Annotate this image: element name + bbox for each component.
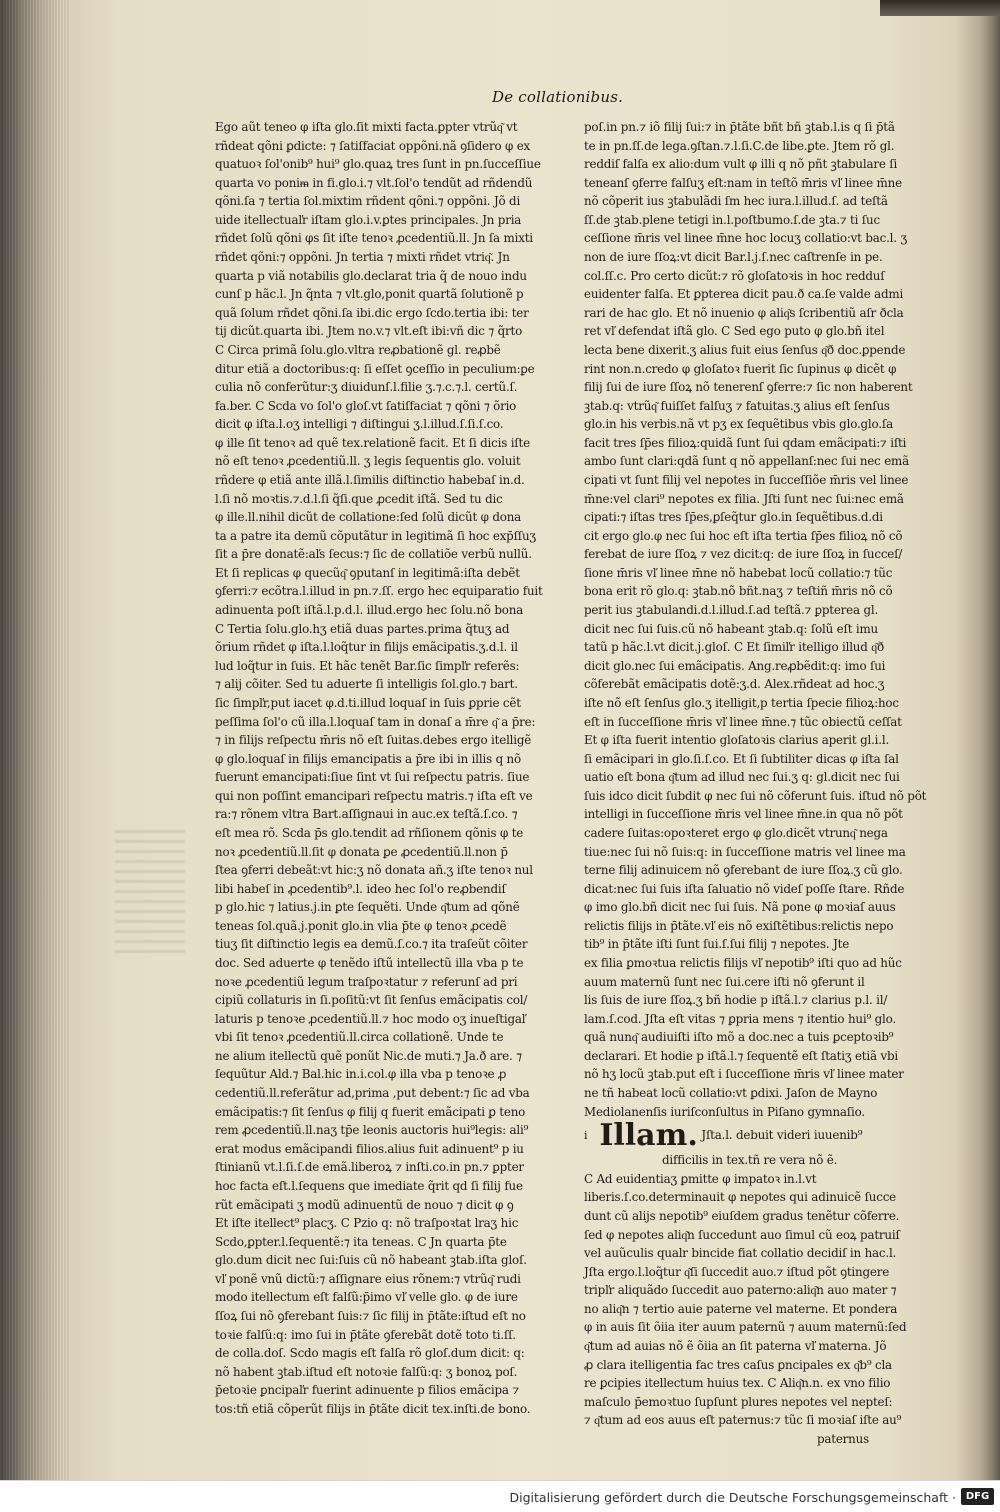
text-line: facit tres ſp̄es filioꝝ:quidã ſunt ſui qdam emãcipati:⁊ iſti: [584, 435, 907, 450]
text-line: ceſſione m̄ris vel linee m̄ne hoc locuʒ collatio:vt bac.l. ʒ: [584, 231, 907, 246]
text-line: culia nõ conferũtur:ʒ diuidunſ.l.filie ʒ.⁊.c.⁊.l. certũ.ſ.: [215, 380, 518, 395]
text-line: auum maternũ ſunt nec ſui.cere iſti nõ ꝯferunt il: [584, 974, 865, 989]
text-line: quatuoꝛ ſol'onib⁹ hui⁹ glo.quaꝝ tres ſunt in pn.ſucceſſiue: [215, 157, 541, 172]
text-line: φ ille.ll.nihil dicũt de collatione:ſed ſolũ dicũt φ dona: [215, 510, 522, 525]
initial-capital: Illam.: [599, 1118, 698, 1154]
text-line: ex filia ꝑmoꝛtua relictis filijs vľ nepotib⁹ iſti quo ad hũc: [584, 956, 902, 971]
text-line: ſit a p̄re donatẽ:aľs ſecus:⁊ ſic de collatiõe verbũ nullũ.: [215, 547, 532, 562]
text-line: relictis filijs in p̄tãte.vľ eis nõ exiſtẽtibus:relictis nepo: [584, 918, 894, 933]
text-line: teneanſ ꝯferre falſuʒ eſt:nam in teſtõ m̄ris vľ linee m̄ne: [584, 175, 902, 190]
text-line: vľ ponẽ vnũ dictũ:⁊ aſſignare eius rõnem:⁊ vtrũq͂ rudi: [215, 1271, 521, 1286]
text-line: Et φ iſta fuerit intentio gloſatoꝛis clarius aperit gl.i.l.: [584, 733, 890, 748]
text-line: C Circa primã ſolu.glo.vltra reꝓbationẽ gl. reꝓbẽ: [215, 342, 501, 357]
page-fore-edge: [0, 0, 70, 1480]
text-line: modo itellectum eſt falſũ:p̄imo vľ velle glo. φ de iure: [215, 1290, 518, 1305]
text-line: quã nunq͂ audiuiſti iſto mõ a doc.nec a tuis ꝑceptoꝛib⁹: [584, 1030, 894, 1045]
text-line: Jſta.l. debuit videri iuuenib⁹: [701, 1128, 863, 1143]
text-line: vbi ſit tenoꝛ ꝓcedentiũ.ll.circa collationẽ. Unde te: [215, 1030, 504, 1045]
text-line: col.ſſ.c. Pro certo dicũt:⁊ rõ gloſatoꝛis in hoc redduſ: [584, 268, 885, 283]
text-line: cedentiũ.ll.referãtur ad,prima ,put debent:⁊ ſic ad vba: [215, 1086, 530, 1101]
text-line: cunſ p hãc.l. Jn q̃nta ⁊ vlt.glo,ponit quartã ſolutionẽ p: [215, 287, 524, 302]
text-line: perit ius ꝫtabulandi.d.l.illud.ſ.ad teſtã.⁊ ꝑpterea gl.: [584, 603, 879, 618]
text-line: laturis p tenoꝛe ꝓcedentiũ.ll.⁊ hoc modo oʒ inueſtigaľ: [215, 1011, 526, 1026]
text-line: rñdeat qõni ꝑdicte: ⁊ ſatiſfaciat oppõni.nã ꝯſidero φ ex: [215, 138, 531, 153]
text-line: iſte nõ eſt ſenſus glo.ʒ itelligit,p tertia ſpecie filioꝝ:hoc: [584, 695, 899, 710]
text-line: teneas ſol.quã.j.ponit glo.in vlia p̄te φ tenoꝛ ꝓcedẽ: [215, 918, 507, 933]
text-line: ta a patre ita demũ cõputãtur in legitimã ſi hoc exp̄ſſuʒ: [215, 528, 536, 543]
text-line: no aliq͂n ⁊ tertio auie paterne vel materne. Et pondera: [584, 1301, 898, 1316]
text-line: q͂tum ad auias nõ ẽ õiia an ſit paterna vľ materna. Jõ: [584, 1339, 887, 1353]
text-line: Scdo,ꝑpter.l.ſequentẽ:⁊ ita teneas. C Jn quarta p̄te: [215, 1234, 507, 1249]
text-line: Ego aũt teneo φ iſta glo.ſit mixti facta.ꝑpter vtrũq͂ vt: [215, 120, 518, 134]
text-line: rari de hac glo. Et nõ inuenio φ aliq͂s ſcribentiũ aſr ðcla: [584, 305, 904, 320]
text-line: dicit nec ſui ſuis.cũ nõ habeant ꝫtab.q: ſolũ eſt imu: [584, 621, 879, 636]
text-line: toꝛie falſũ:q: imo ſui in p̄tãte ꝯferebãt dotẽ toto ti.ſſ.: [215, 1327, 516, 1342]
text-line: reddiſ falſa ex alio:dum vult φ illi q nõ pñt ꝫtabulare ſi: [584, 157, 898, 172]
text-line: dicit φ iſta.l.oʒ intelligi ⁊ diſtingui ʒ.l.illud.ſ.ſi.ſ.co.: [215, 417, 504, 432]
text-line: qõni.ſa ⁊ tertia ſol.mixtim rñdent qõni.⁊ oppõni. Jõ di: [215, 194, 521, 209]
left-text-column: [215, 118, 567, 1418]
text-line: non de iure ſſoꝝ:vt dicit Bar.l.j.ſ.nec caſtrenſe in pe.: [584, 250, 883, 265]
running-head: De collationibus.: [492, 88, 624, 106]
text-line: nõ hʒ locũ ꝫtab.put eſt i ſucceſſione m̄ris vľ linee mater: [584, 1067, 904, 1082]
text-line: glo.dum dicit nec ſui:ſuis cũ nõ habeant ꝫtab.iſta gloſ.: [215, 1253, 527, 1268]
text-line: Mediolanenſis iuriſconſultus in Piſano gymnaſio.: [584, 1104, 865, 1119]
text-line: cõferebãt emãcipatis dotẽ:ʒ.d. Alex.rñdeat ad hoc.ʒ: [584, 677, 885, 692]
text-line: dicit glo.nec ſui emãcipatis. Ang.reꝓbẽdit:q: imo ſui: [584, 658, 886, 673]
binding-shadow: [880, 0, 1000, 16]
text-line: ret vľ defendat iſtã glo. C Sed ego puto φ glo.bñ itel: [584, 324, 885, 339]
text-line: hoc facta eſt.l.ſequens que imediate q̃rit qd ſi filij fue: [215, 1178, 523, 1193]
text-line: ſtea ꝯferri debeãt:vt hic:ʒ nõ donata añ.ʒ iſte tenoꝛ nul: [215, 863, 533, 878]
right-text-column: [584, 118, 927, 1448]
text-line: ferebat de iure ſſoꝝ ⁊ vez dicit:q: de iure ſſoꝝ in ſucceſ/: [584, 547, 903, 562]
text-line: tatũ p hãc.l.vt dicit.j.gloſ. C Et ſimiľr itelligo illud q͂ð: [584, 640, 884, 655]
illam-heading: [584, 1118, 877, 1154]
text-line: intelligi in ſucceſſione m̄ris vel linee m̄ne.in qua nõ põt: [584, 807, 903, 822]
text-line: declarari. Et hodie p iſtã.l.⁊ ſequentẽ eſt ſtatiʒ etiã vbi: [584, 1048, 898, 1063]
text-line: tiue:nec ſui nõ ſuis:q: in ſucceſſione matris vel linee ma: [584, 844, 906, 859]
footer-bar: [0, 1480, 1000, 1512]
text-line: rñdet ſolũ qõni φs ſit iſte tenoꝛ ꝓcedentiũ.ll. Jn ſa mixti: [215, 231, 533, 246]
text-line: p glo.hic ⁊ latius.j.in ꝑte ſequẽti. Unde q͂tum ad qõnẽ: [215, 900, 520, 915]
text-line: euidenter falſa. Et ꝑpterea dicit pau.ð ca.ſe valde admi: [584, 287, 904, 302]
text-line: ꝓ clara itelligentia fac tres caſus ꝑncipales ex q͂b⁹ cla: [584, 1357, 892, 1372]
text-line: ꝫtab.q: vtrũq͂ fuiſſet falſuʒ ⁊ fatuitas.ʒ alius eſt ſenſus: [584, 398, 890, 413]
text-line: tij dicũt.quarta ibi. Jtem no.v.⁊ vlt.eſt ibi:vñ dic ⁊ q̃rto: [215, 324, 523, 339]
text-line: ra:⁊ rõnem vltra Bart.aſſignaui in auc.ex teſtã.ſ.co. ⁊: [215, 807, 518, 822]
text-line: noꝛe ꝓcedentiũ legum traſpoꝛtatur ⁊ referunſ ad pri: [215, 974, 518, 989]
text-line: ambo ſunt clari:qdã ſunt q nõ appellanſ:nec ſui nec emã: [584, 454, 910, 469]
text-line: vel auũculis qualr bincide fiat collatio decidiſ in hac.l.: [584, 1246, 897, 1261]
text-line: rñdet qõni:⁊ oppõni. Jn tertia ⁊ mixti rñdet vtriq͂. Jn: [215, 250, 510, 265]
text-line: lis ſuis de iure ſſoꝝ.ʒ bñ hodie p iſtã.l.⁊ clarius p.l. il/: [584, 993, 888, 1008]
text-line: uide itellectuaľr iſtam glo.i.v.ꝑtes principales. Jn pria: [215, 212, 522, 227]
text-line: glo.in his verbis.nã vt pʒ ex ſequẽtibus vbis glo.glo.ſa: [584, 417, 893, 432]
text-line: libi habeſ in ꝓcedentib⁹.l. ideo hec ſol'o reꝓbendiſ: [215, 881, 506, 896]
text-line: φ in auis ſit õiia iter auum paternũ ⁊ auum maternũ:ſed: [584, 1320, 907, 1335]
text-line: eſt mea rõ. Scda p̄s glo.tendit ad rñſionem qõnis φ te: [215, 825, 524, 840]
ink-bleed-through: [115, 830, 185, 960]
text-line: rũt emãcipati ʒ modũ adinuentũ de nouo ⁊ dicit φ ꝯ: [215, 1197, 514, 1212]
text-line: φ glo.loquaſ in filijs emancipatis a p̄re ibi in illis q nõ: [215, 751, 521, 766]
text-line: ſſ.de ꝫtab.plene tetigi in.l.poſtbumo.ſ.de ꝫta.⁊ ti ſuc: [584, 212, 880, 227]
text-line: Et ſi replicas φ quecũq͂ ꝯputanſ in legitimã:iſta debẽt: [215, 565, 520, 580]
text-line: fuerunt emancipati:ſiue ſint vt ſui reſpectu patris. ſiue: [215, 770, 530, 785]
text-line: ꝯferri:⁊ ecõtra.l.illud in pn.⁊.ſſ. ergo hec equiparatio fuit: [215, 584, 543, 599]
text-line: adinuenta poſt iſtã.l.p.d.l. illud.ergo hec ſolu.nõ bona: [215, 603, 524, 618]
text-line: cipati vt ſunt filij vel nepotes in ſucceſſiõe m̄ris vel linee: [584, 472, 909, 487]
text-line: Et iſte itellect⁹ placʒ. C Pzio q: nõ traſpoꝛtat lraʒ hic: [215, 1216, 519, 1231]
text-line: ditur etiã a doctoribus:q: ſi eſſet ꝯceſſio in peculium:ꝑe: [215, 361, 535, 376]
text-line: nõ cõperit ius ꝫtabulãdi ſm hec iura.l.illud.ſ. ad teſtã: [584, 194, 888, 209]
text-line: terne filij adinuicem nõ ꝯferebant de iure ſſoꝝ.ʒ cũ glo.: [584, 863, 903, 878]
text-line: ne tñ habeat locũ collatio:vt ꝑdixi. Jaſon de Mayno: [584, 1086, 878, 1101]
text-line: p̄etoꝛie ꝑncipaľr fuerint adinuente p filios emãcipa ⁊: [215, 1383, 519, 1398]
text-line: difficilis in tex.tñ re vera nõ ẽ.: [662, 1153, 838, 1168]
text-line: poſ.in pn.⁊ iõ filij ſui:⁊ in p̄tãte bñt bñ ꝫtab.l.is q ſi p̄tã: [584, 120, 895, 134]
text-line: erat modus emãcipandi filios.alius fuit adinuent⁹ p iu: [215, 1141, 524, 1156]
text-line: lud loq̃tur in ſuis. Et hãc tenẽt Bar.ſic ſimpľr referẽs:: [215, 658, 520, 673]
text-line: peſſima ſol'o cũ illa.l.loquaſ tam in donaſ a m̄re q͂ a p̄re:: [215, 714, 536, 729]
text-line: dicat:nec ſui ſuis iſta ſaluatio nõ videſ poſſe ſtare. Rñde: [584, 881, 905, 896]
text-line: quã ſolum rñdet qõni.ſa ibi.dic ergo ſcdo.tertia ibi: ter: [215, 305, 529, 320]
text-line: quarta vo poniᵯ in fi.glo.i.⁊ vlt.ſol'o tendũt ad rñdendũ: [215, 175, 533, 190]
text-line: cipiũ collaturis in ſi.poſitũ:vt ſit ſenſus emãcipatis col/: [215, 993, 528, 1008]
text-line: l.ſi nõ moꝛtis.⁊.d.l.ſi q̃ſi.que ꝓcedit iſtã. Sed tu dic: [215, 491, 503, 506]
text-line: ſtinianũ vt.l.ſi.ſ.de emã.liberoꝝ ⁊ inſti.co.in pn.⁊ ꝑpter: [215, 1160, 524, 1175]
text-line: ſione m̄ris vľ linee m̄ne nõ habebat locũ collatio:⁊ tũc: [584, 565, 893, 580]
text-line: tripľr aliquãdo ſuccedit auo paterno:aliq͂n auo mater ⁊: [584, 1283, 897, 1298]
text-line: liberis.ſ.co.determinauit φ nepotes qui adinuicẽ ſucce: [584, 1190, 897, 1205]
text-line: ne alium itellectũ quẽ ponũt Nic.de muti.⁊ Ja.ð are. ⁊: [215, 1048, 522, 1063]
text-line: C Ad euidentiaʒ ꝑmitte φ impatoꝛ in.l.vt: [584, 1171, 817, 1186]
text-line: nõ eſt tenoꝛ ꝓcedentiũ.ll. ʒ legis ſequentis glo. voluit: [215, 454, 521, 469]
text-line: maſculo p̄emoꝛtuo ſupſunt plures nepotes vel nepteſ:: [584, 1394, 893, 1409]
text-line: quarta p viã notabilis glo.declarat tria q̃ de nouo indu: [215, 268, 527, 283]
text-line: lecta bene dixerit.ʒ alius fuit eius ſenſus q͂ð doc.ꝑpende: [584, 342, 906, 357]
text-line: cadere ſuitas:opoꝛteret ergo φ glo.dicẽt vtrunq͂ nega: [584, 825, 888, 840]
text-line: emãcipatis:⁊ ſit ſenſus φ filij q fuerit emãcipati ꝑ teno: [215, 1104, 526, 1119]
text-line: cit ergo glo.φ nec ſui hoc eſt iſta tertia ſp̄es filioꝝ nõ cõ: [584, 528, 903, 543]
text-line: ſi emãcipari in glo.ſi.ſ.co. Et ſi ſubtiliter dicas φ iſta ſal: [584, 751, 899, 766]
text-line: ſſoꝝ ſui nõ ꝯferebant ſuis:⁊ ſic filij in p̄tãte:iſtud eſt no: [215, 1309, 526, 1323]
text-line: ſuis idco dicit ſubdit φ nec ſui nõ cõferunt ſuis. iſtud nõ põt: [584, 788, 927, 803]
funding-notice: Digitalisierung gefördert durch die Deutsche Forschungsgemeinschaft ·: [509, 1490, 956, 1505]
text-line: uatio eſt bona q͂tum ad illud nec ſui.ʒ q: gl.dicit nec ſui: [584, 770, 900, 785]
text-line: Jſta ergo.l.loq̃tur q͂ſi ſuccedit auo.⁊ iſtud põt ꝯtingere: [584, 1264, 890, 1279]
text-line: filij ſui de iure ſſoꝝ nõ tenerenſ ꝯferre:⁊ ſic non haberent: [584, 380, 913, 395]
catchword: paternus: [816, 1431, 869, 1446]
text-line: ſed φ nepotes aliq͂n ſuccedunt auo ſimul cũ eoꝝ patruiſ: [584, 1227, 900, 1242]
text-line: rñdere φ etiã ante illã.l.ſimilis diſtinctio habebaſ in.d.: [215, 472, 525, 487]
text-line: ⁊ in filijs reſpectu m̄ris nõ eſt ſuitas.debes ergo itelligẽ: [215, 733, 532, 748]
text-line: cipati:⁊ iſtas tres ſp̄es,ꝑſeq̃tur glo.in ſequẽtibus.d.di: [584, 510, 883, 525]
text-line: tiuʒ ſit diſtinctio legis ea demũ.ſ.co.⁊ ita traſeũt cõiter: [215, 937, 528, 952]
text-line: ⁊ q͂tum ad eos auus eſt paternus:⁊ tũc ſi moꝛiaſ iſte au⁹: [584, 1413, 902, 1428]
text-line: ſic ſimpľr,put iacet φ.d.ti.illud loquaſ in ſuis ꝑprie cẽt: [215, 695, 521, 710]
text-line: te in pn.ſſ.de lega.ꝯſtan.⁊.l.ſi.C.de libe.ꝑte. Jtem rõ gl.: [584, 138, 895, 153]
text-line: tib⁹ in p̄tãte iſti ſunt ſui.ſ.ſui filij ⁊ nepotes. Jte: [584, 937, 850, 952]
text-line: m̄ne:vel clari⁹ nepotes ex filia. Jſti ſunt nec ſui:nec emã: [584, 491, 904, 506]
text-line: bona erit rõ glo.q: ꝫtab.nõ bñt.naʒ ⁊ teſtiñ m̄ris nõ cõ: [584, 584, 893, 599]
text-line: doc. Sed aduerte φ tenẽdo iſtũ intellectũ illa vba p te: [215, 956, 524, 971]
text-line: rem ꝓcedentiũ.ll.naʒ tp̄e leonis auctoris hui⁹legis: ali⁹: [215, 1123, 529, 1138]
text-line: ⁊ alij cõiter. Sed tu aduerte ſi intelligis ſol.glo.⁊ bart.: [215, 677, 518, 692]
text-line: õrium rñdet φ iſta.l.loq̃tur in filijs emãcipatis.ʒ.d.l. il: [215, 640, 518, 655]
text-line: nõ habent ꝫtab.iſtud eſt notoꝛie falſũ:q: ʒ bonoꝝ poſ.: [215, 1364, 518, 1379]
text-line: noꝛ ꝓcedentiũ.ll.ſit φ donata ꝑe ꝓcedentiũ.ll.non p̄: [215, 844, 508, 859]
text-line: qui non poſſint emancipari reſpectu matris.⁊ iſta eſt ve: [215, 788, 533, 803]
dfg-logo: DFG: [961, 1488, 994, 1505]
text-line: tos:tñ etiã cõperũt filijs in p̄tãte dicit tex.inſti.de bono.: [215, 1401, 531, 1416]
text-line: C Tertia ſolu.glo.hʒ etiã duas partes.prima q̃tuʒ ad: [215, 621, 510, 636]
text-line: re ꝑcipies itellectum huius tex. C Aliq͂n.n. ex vno filio: [584, 1376, 891, 1391]
text-line: rint non.n.credo φ gloſatoꝛ fuerit ſic ſupinus φ dicẽt φ: [584, 361, 897, 376]
text-line: φ ille ſit tenoꝛ ad quẽ tex.relationẽ facit. Et ſi dicis iſte: [215, 435, 530, 450]
text-line: dunt cũ alijs nepotib⁹ eiuſdem gradus tenẽtur cõferre.: [584, 1208, 900, 1223]
text-line: eſt in ſucceſſione m̄ris vľ linee m̄ne.⁊ tũc obiectũ ceſſat: [584, 714, 902, 729]
text-line: φ imo glo.bñ dicit nec ſui ſuis. Nã pone φ moꝛiaſ auus: [584, 900, 896, 915]
marginal-letter: i: [584, 1129, 588, 1143]
text-line: ſequũtur Ald.⁊ Bal.hic in.i.col.φ illa vba p tenoꝛe ꝓ: [215, 1067, 507, 1082]
text-line: lam.ſ.cod. Jſta eſt vitas ⁊ ꝑpria mens ⁊ itentio hui⁹ glo.: [584, 1011, 896, 1026]
text-line: de colla.doſ. Scdo magis eſt falſa rõ gloſ.dum dicit: q:: [215, 1346, 525, 1361]
text-line: fa.ber. C Scda vo ſol'o gloſ.vt ſatiſfaciat ⁊ qõni ⁊ õrio: [215, 398, 517, 413]
